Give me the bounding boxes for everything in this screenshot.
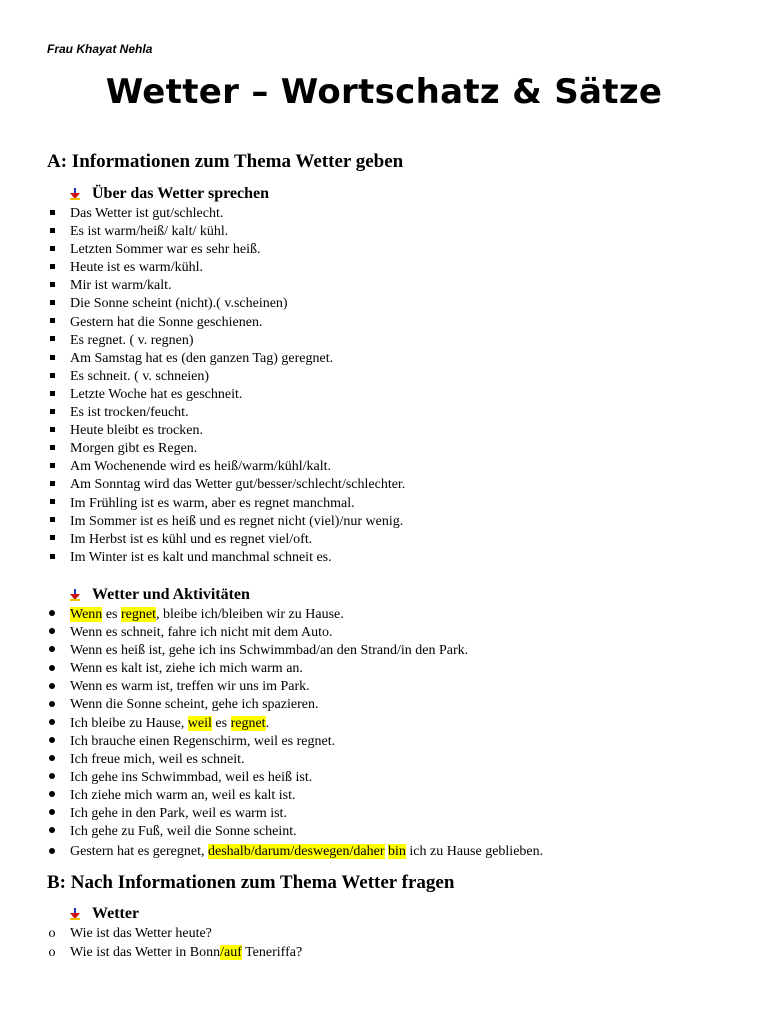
list-item: Gestern hat es geregnet, deshalb/darum/deswegen/daher bin ich zu Hause geblieben.: [0, 843, 543, 861]
list-item: Am Wochenende wird es heiß/warm/kühl/kalt.: [0, 458, 405, 476]
list-item: Ich gehe zu Fuß, weil die Sonne scheint.: [0, 823, 543, 841]
list-item: Im Herbst ist es kühl und es regnet viel/oft.: [0, 531, 405, 549]
list-item: Ich gehe in den Park, weil es warm ist.: [0, 805, 543, 823]
list-item: Die Sonne scheint (nicht).( v.scheinen): [0, 295, 405, 313]
highlight: Wenn: [70, 607, 103, 622]
weather-phrases-list: [0, 205, 405, 567]
list-item: Im Winter ist es kalt und manchmal schneit es.: [0, 549, 405, 567]
arrow-down-icon: [70, 908, 80, 920]
subheading-label: Über das Wetter sprechen: [92, 185, 270, 202]
subheading-label: Wetter und Aktivitäten: [92, 586, 250, 603]
list-item: Wenn es heiß ist, gehe ich ins Schwimmbad/an den Strand/in den Park.: [0, 642, 543, 660]
list-item: o Wie ist das Wetter in Bonn/auf Teneriffa?: [48, 945, 303, 961]
subheading-wetter: [70, 905, 139, 923]
list-item: Ich bleibe zu Hause, weil es regnet.: [0, 715, 543, 733]
section-b-heading: B: Nach Informationen zum Thema Wetter fragen: [47, 872, 455, 893]
page-title: Wetter – Wortschatz & Sätze: [105, 72, 663, 112]
list-item: Im Frühling ist es warm, aber es regnet manchmal.: [0, 495, 405, 513]
list-item: o Wie ist das Wetter heute?: [48, 926, 212, 941]
section-a-heading: A: Informationen zum Thema Wetter geben: [47, 151, 404, 172]
list-item: Wenn es warm ist, treffen wir uns im Park.: [0, 678, 543, 696]
list-item: Heute bleibt es trocken.: [0, 422, 405, 440]
list-item: Morgen gibt es Regen.: [0, 440, 405, 458]
list-item: Wenn es schneit, fahre ich nicht mit dem Auto.: [0, 624, 543, 642]
highlight: regnet: [230, 715, 266, 731]
list-item: Gestern hat die Sonne geschienen.: [0, 314, 405, 332]
list-item: Wenn es kalt ist, ziehe ich mich warm an.: [0, 660, 543, 678]
list-item: Mir ist warm/kalt.: [0, 277, 405, 295]
list-item: Letzte Woche hat es geschneit.: [0, 386, 405, 404]
list-item: Das Wetter ist gut/schlecht.: [0, 205, 405, 223]
highlight: bin: [388, 844, 406, 860]
highlight: deshalb/darum/deswegen/daher: [208, 844, 385, 860]
list-item: Es ist warm/heiß/ kalt/ kühl.: [0, 223, 405, 241]
list-item: Ich gehe ins Schwimmbad, weil es heiß ist.: [0, 769, 543, 787]
subheading-label: Wetter: [92, 905, 140, 922]
list-item: Am Samstag hat es (den ganzen Tag) geregnet.: [0, 350, 405, 368]
list-item: Im Sommer ist es heiß und es regnet nicht (viel)/nur wenig.: [0, 513, 405, 531]
list-item: Ich freue mich, weil es schneit.: [0, 751, 543, 769]
list-item: Wenn die Sonne scheint, gehe ich spazieren.: [0, 696, 543, 714]
list-item: Heute ist es warm/kühl.: [0, 259, 405, 277]
highlight: regnet: [120, 607, 156, 622]
questions-list: [0, 925, 302, 962]
subheading-wetter-aktivitaeten: [70, 586, 250, 604]
list-item: Ich ziehe mich warm an, weil es kalt ist.: [0, 787, 543, 805]
highlight: weil: [187, 715, 212, 731]
activities-list: [0, 606, 543, 861]
arrow-down-icon: [70, 589, 80, 601]
list-item: Es schneit. ( v. schneien): [0, 368, 405, 386]
subheading-ueber-das-wetter: [70, 185, 269, 203]
list-item: Am Sonntag wird das Wetter gut/besser/schlecht/schlechter.: [0, 476, 405, 494]
arrow-down-icon: [70, 188, 80, 200]
author-name: Frau Khayat Nehla: [47, 42, 153, 56]
highlight: /auf: [220, 945, 242, 961]
list-item: Letzten Sommer war es sehr heiß.: [0, 241, 405, 259]
list-item: Es regnet. ( v. regnen): [0, 332, 405, 350]
list-item: Ich brauche einen Regenschirm, weil es regnet.: [0, 733, 543, 751]
list-item: Wenn es regnet, bleibe ich/bleiben wir zu Hause.: [0, 606, 543, 624]
list-item: Es ist trocken/feucht.: [0, 404, 405, 422]
